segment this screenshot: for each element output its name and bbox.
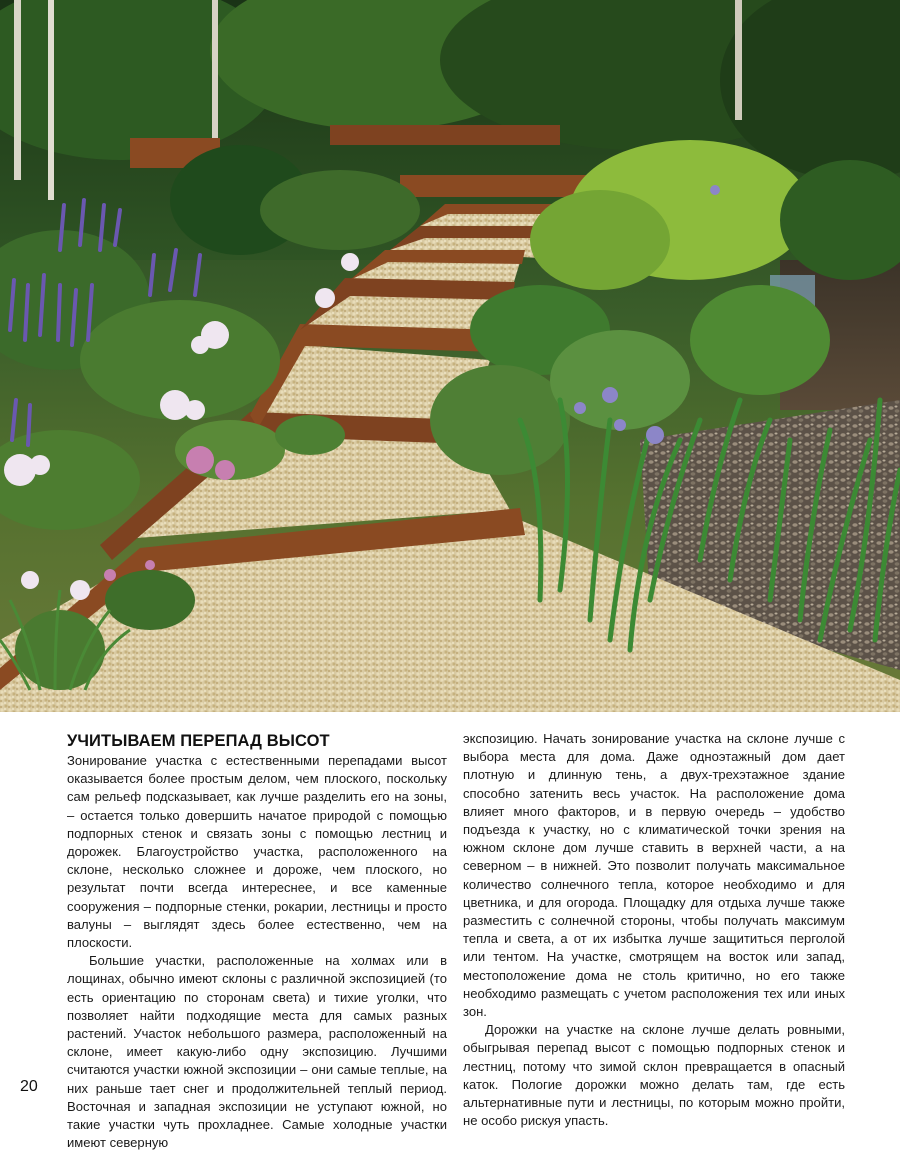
article-paragraph: Большие участки, расположенные на холмах или в лощинах, обычно имеют склоны с различной экспозицией (то есть ориентацию по сторонам света) и тихие уголки, что позволяет найти подходящие места для самых разных растений. Участок небольшого размера, расположенный на склоне, имеет какую-либо одну экспозицию. Лучшими считаются участки южной экспозиции – они самые теплые, на них раньше тает снег и продолжительней теплый период. Восточная и западная экспозиции не уступают южной, но такие участки чуть прохладнее. Самые холодные участки имеют северную bbox=[67, 953, 447, 1151]
article bbox=[0, 712, 900, 1151]
page-number: 20 bbox=[20, 1078, 38, 1095]
article-paragraph: экспозицию. Начать зонирование участка на склоне лучше с выбора места для дома. Даже одноэтажный дом дает плотную и длинную тень, а двух-трехэтажное здание способно затенить весь участок. На расположение дома влияет много факторов, и в первую очередь – удобство подъезда к участку, но с климатической точки зрения на южном склоне дом лучше ставить в верхней части, а на северном – в нижней. Это позволит получать максимальное количество солнечного тепла, которое необходимо и для цветника, и для огорода. Площадку для отдыха лучше также разместить с солнечной стороны, чтобы получать максимум тепла и света, а от их избытка лучше защититься перголой или тентом. На участке, смотрящем на восток или запад, местоположение дома не столь критично, но его также необходимо размещать с учетом расположения тех или иных зон. bbox=[463, 731, 845, 1020]
article-column-right bbox=[463, 730, 845, 1130]
article-column-left bbox=[67, 730, 447, 1152]
article-paragraph: Дорожки на участке на склоне лучше делать ровными, обыгрывая перепад высот с помощью подпорных стенок и лестниц, потому что зимой склон превращается в опасный каток. Пологие дорожки можно делать там, где есть альтернативные пути и лестницы, по которым можно пройти, не особо рискуя упасть. bbox=[463, 1022, 845, 1129]
article-paragraph: Зонирование участка с естественными перепадами высот оказывается более простым делом, чем плоского, поскольку сам рельеф подсказывает, как лучше разделить его на зоны, – остается только довершить начатое природой с помощью подпорных стенок и связать зоны с помощью лестниц и дорожек. Благоустройство участка, расположенного на склоне, несколько сложнее и дороже, чем плоского, но результат почти всегда интереснее, и все каменные сооружения – подпорные стенки, рокарии, лестницы и просто валуны – выглядят здесь более естественно, чем на плоскости. bbox=[67, 753, 447, 951]
article-heading: УЧИТЫВАЕМ ПЕРЕПАД ВЫСОТ bbox=[67, 732, 330, 750]
